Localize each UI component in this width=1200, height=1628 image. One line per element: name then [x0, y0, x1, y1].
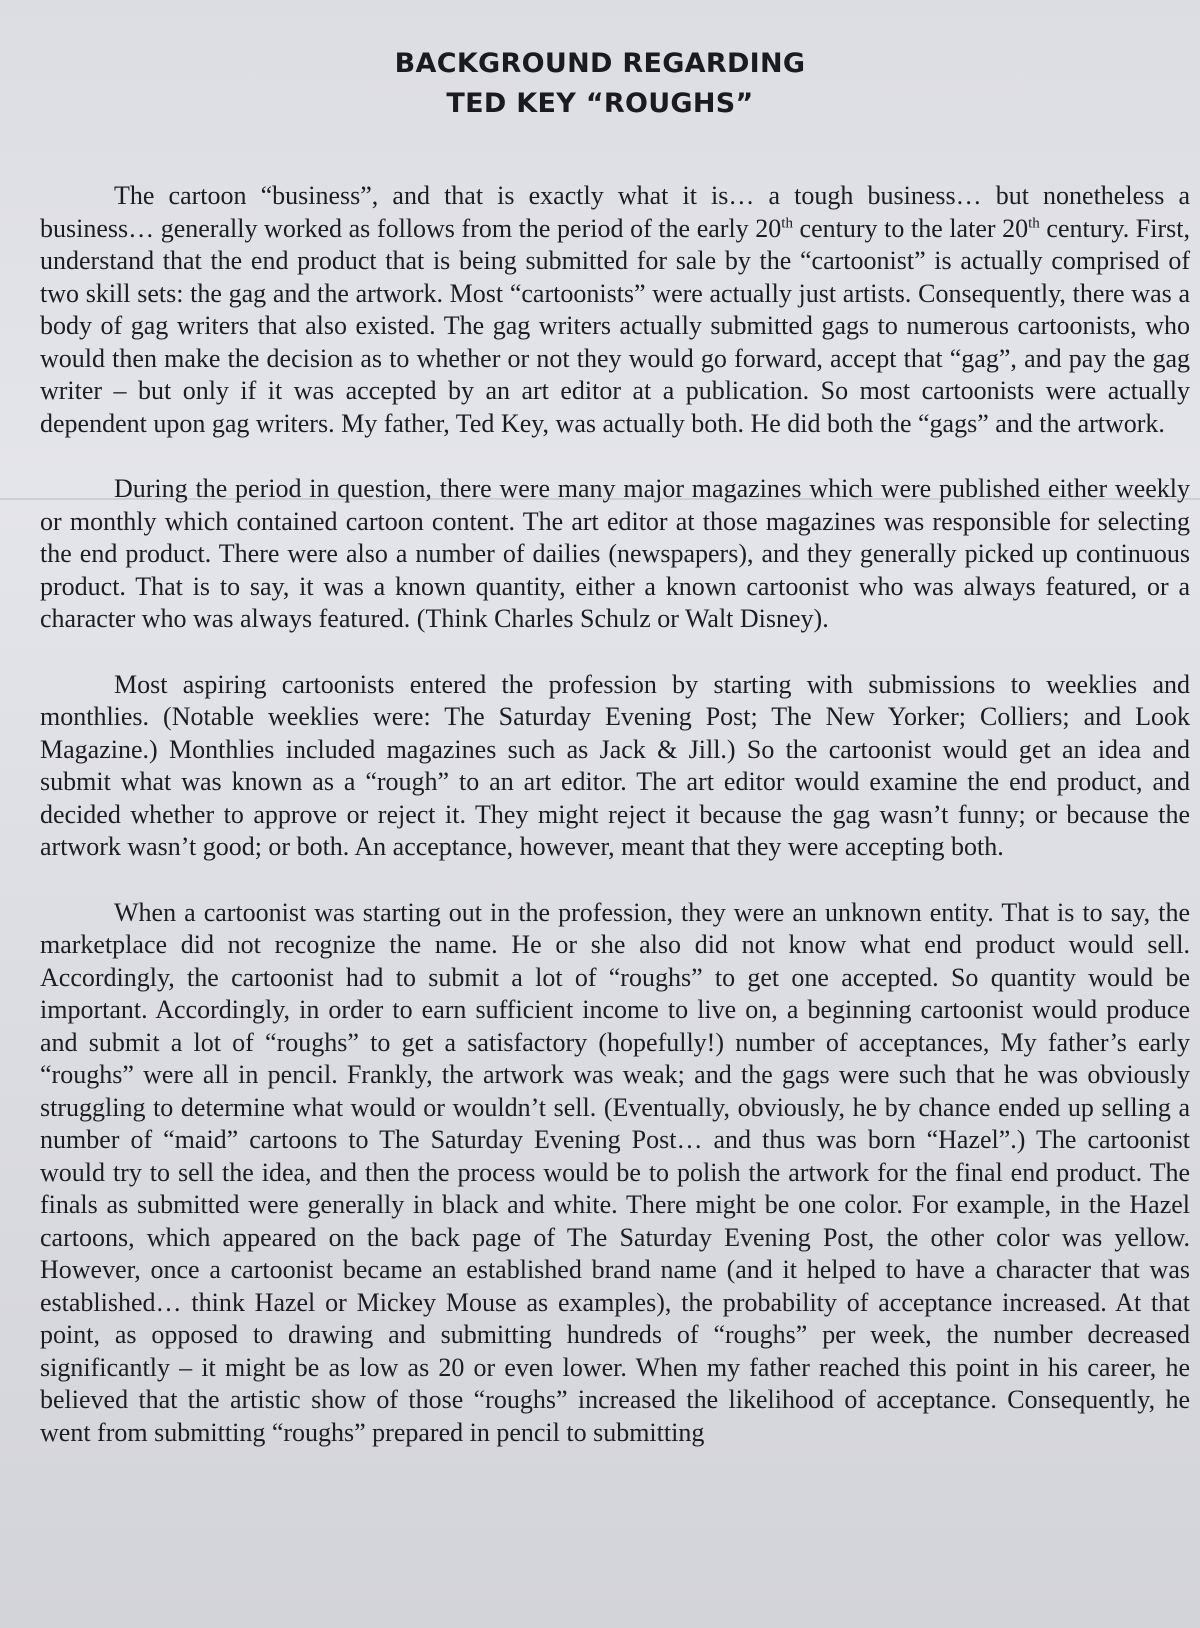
paragraph-1	[40, 180, 1190, 440]
document-title	[0, 44, 1200, 124]
paragraph-4: When a cartoonist was starting out in the profession, they were an unknown entity. That is to say, the marketplace did not recognize the name. He or she also did not know what end product would sell. Accordingly, the cartoonist had to submit a lot of “roughs” to get one accepted. So quantity would be important. Accordingly, in order to earn sufficient income to live on, a beginning cartoonist would produce and submit a lot of “roughs” to get a satisfactory (hopefully!) number of acceptances, My father’s early “roughs” were all in pencil. Frankly, the artwork was weak; and the gags were such that he was obviously struggling to determine what would or wouldn’t sell. (Eventually, obviously, he by chance ended up selling a number of “maid” cartoons to The Saturday Evening Post… and thus was born “Hazel”.) The cartoonist would try to sell the idea, and then the process would be to polish the artwork for the final end product. The finals as submitted were generally in black and white. There might be one color. For example, in the Hazel cartoons, which appeared on the back page of The Saturday Evening Post, the other color was yellow. However, once a cartoonist became an established brand name (and it helped to have a character that was established… think Hazel or Mickey Mouse as examples), the probability of acceptance increased. At that point, as opposed to drawing and submitting hundreds of “roughs” per week, the number decreased significantly – it might be as low as 20 or even lower. When my father reached this point in his career, he believed that the artistic show of those “roughs” increased the likelihood of acceptance. Consequently, he went from submitting “roughs” prepared in pencil to submitting	[40, 897, 1190, 1447]
paragraph-2: During the period in question, there were many major magazines which were published either weekly or monthly which contained cartoon content. The art editor at those magazines was responsible for selecting the end product. There were also a number of dailies (newspapers), and they generally picked up continuous product. That is to say, it was a known quantity, either a known cartoonist who was always featured, or a character who was always featured. (Think Charles Schulz or Walt Disney).	[40, 474, 1190, 633]
paragraph-1-part-b: century to the later 20	[792, 213, 1029, 243]
superscript-th-2: th	[1028, 214, 1040, 231]
paragraph-1-part-c: century. First, understand that the end product that is being submitted for sale by the “cartoonist” is actually comprised of two skill sets: the gag and the artwork. Most “cartoonists” were actually just artists. Consequently, there was a body of gag writers that also existed. The gag writers actually submitted gags to numerous cartoonists, who would then make the decision as to whether or not they would go forward, accept that “gag”, and pay the gag writer – but only if it was accepted by an art editor at a publication. So most cartoonists were actually dependent upon gag writers. My father, Ted Key, was actually both. He did both the “gags” and the artwork.	[40, 213, 1190, 438]
title-line-1: BACKGROUND REGARDING	[394, 48, 806, 79]
document-body	[40, 180, 1190, 1482]
superscript-th-1: th	[781, 214, 793, 231]
paragraph-3: Most aspiring cartoonists entered the profession by starting with submissions to weeklies and monthlies. (Notable weeklies were: The Saturday Evening Post; The New Yorker; Colliers; and Look Magazine.) Monthlies included magazines such as Jack & Jill.) So the cartoonist would get an idea and submit what was known as a “rough” to an art editor. The art editor would examine the end product, and decided whether to approve or reject it. They might reject it because the gag wasn’t funny; or because the artwork wasn’t good; or both. An acceptance, however, meant that they were accepting both.	[40, 669, 1190, 861]
title-line-2: TED KEY “ROUGHS”	[446, 88, 754, 119]
paragraph-1-part-a: The cartoon “business”, and that is exactly what it is… a tough business… but nonetheless a business… generally worked as follows from the period of the early 20	[40, 181, 1190, 243]
